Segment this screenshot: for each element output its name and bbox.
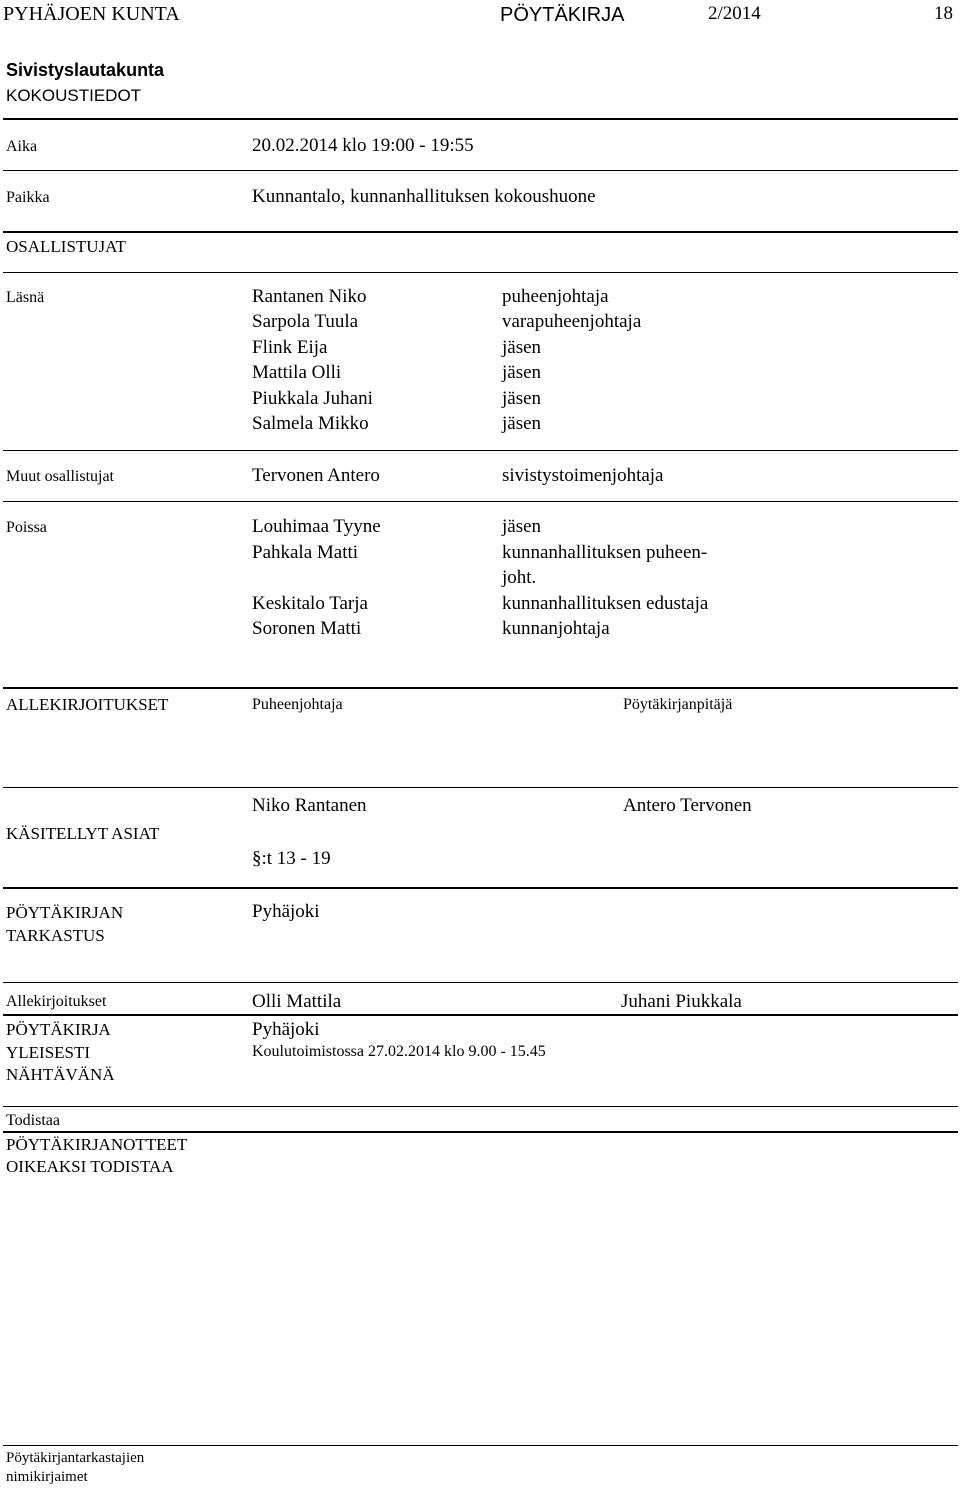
extracts-label-line1: PÖYTÄKIRJANOTTEET	[6, 1135, 188, 1154]
public-place: Pyhäjoki	[252, 1019, 320, 1040]
divider	[3, 1445, 958, 1446]
place-label: Paikka	[6, 189, 50, 206]
items-value: §:t 13 - 19	[252, 848, 331, 869]
participant-name: Sarpola Tuula	[252, 311, 359, 332]
secretary-name: Antero Tervonen	[623, 795, 752, 816]
participant-role: jäsen	[502, 362, 542, 383]
participant-name: Pahkala Matti	[252, 542, 359, 563]
divider	[3, 1131, 958, 1133]
divider	[3, 787, 958, 788]
signatures-heading: ALLEKIRJOITUKSET	[6, 695, 169, 714]
document-type: PÖYTÄKIRJA	[500, 4, 625, 26]
divider	[3, 170, 958, 171]
divider	[3, 687, 958, 689]
review-label-line1: PÖYTÄKIRJAN	[6, 903, 124, 922]
participant-role: jäsen	[502, 516, 542, 537]
secretary-label: Pöytäkirjanpitäjä	[623, 696, 733, 713]
participant-role: sivistystoimenjohtaja	[502, 465, 664, 486]
review-place: Pyhäjoki	[252, 901, 320, 922]
participants-heading: OSALLISTUJAT	[6, 237, 126, 256]
section-title: KOKOUSTIEDOT	[6, 86, 142, 105]
time-value: 20.02.2014 klo 19:00 - 19:55	[252, 135, 474, 156]
divider	[3, 118, 958, 120]
place-value: Kunnantalo, kunnanhallituksen kokoushuone	[252, 186, 596, 207]
items-label: KÄSITELLYT ASIAT	[6, 824, 160, 843]
public-detail: Koulutoimistossa 27.02.2014 klo 9.00 - 15.45	[252, 1043, 546, 1060]
divider	[3, 501, 958, 502]
participant-role: varapuheenjohtaja	[502, 311, 642, 332]
review-signatures-label: Allekirjoitukset	[6, 993, 107, 1010]
participant-name: Salmela Mikko	[252, 413, 369, 434]
participant-role-continued: joht.	[502, 567, 537, 588]
public-label-line2: YLEISESTI	[6, 1043, 91, 1062]
page-number: 18	[934, 3, 953, 24]
board-name: Sivistyslautakunta	[6, 60, 165, 80]
participant-role: kunnanhallituksen edustaja	[502, 593, 709, 614]
participant-role: kunnanhallituksen puheen-	[502, 542, 708, 563]
divider	[3, 272, 958, 273]
chair-label: Puheenjohtaja	[252, 696, 343, 713]
public-label-line1: PÖYTÄKIRJA	[6, 1020, 111, 1039]
divider	[3, 982, 958, 983]
participant-name: Keskitalo Tarja	[252, 593, 368, 614]
attest-label: Todistaa	[6, 1112, 60, 1129]
footer-line1: Pöytäkirjantarkastajien	[6, 1450, 145, 1466]
participant-name: Soronen Matti	[252, 618, 362, 639]
divider	[3, 1014, 958, 1016]
participant-name: Louhimaa Tyyne	[252, 516, 381, 537]
municipality-name: PYHÄJOEN KUNTA	[3, 3, 180, 25]
absent-label: Poissa	[6, 519, 47, 536]
reviewer-name: Olli Mattila	[252, 991, 342, 1012]
participant-name: Tervonen Antero	[252, 465, 380, 486]
reviewer-name: Juhani Piukkala	[621, 991, 742, 1012]
divider	[3, 450, 958, 451]
divider	[3, 1106, 958, 1107]
participant-role: puheenjohtaja	[502, 286, 609, 307]
participant-name: Rantanen Niko	[252, 286, 367, 307]
review-label-line2: TARKASTUS	[6, 926, 105, 945]
others-label: Muut osallistujat	[6, 468, 114, 485]
participant-name: Mattila Olli	[252, 362, 342, 383]
document-number: 2/2014	[708, 3, 761, 24]
chair-name: Niko Rantanen	[252, 795, 367, 816]
footer-line2: nimikirjaimet	[6, 1469, 88, 1485]
extracts-label-line2: OIKEAKSI TODISTAA	[6, 1157, 174, 1176]
public-label-line3: NÄHTÄVÄNÄ	[6, 1065, 115, 1084]
divider	[3, 231, 958, 233]
participant-role: kunnanjohtaja	[502, 618, 610, 639]
participant-role: jäsen	[502, 413, 542, 434]
participant-name: Flink Eija	[252, 337, 328, 358]
divider	[3, 887, 958, 889]
participant-role: jäsen	[502, 388, 542, 409]
participant-role: jäsen	[502, 337, 542, 358]
present-label: Läsnä	[6, 289, 45, 306]
time-label: Aika	[6, 138, 38, 155]
participant-name: Piukkala Juhani	[252, 388, 373, 409]
